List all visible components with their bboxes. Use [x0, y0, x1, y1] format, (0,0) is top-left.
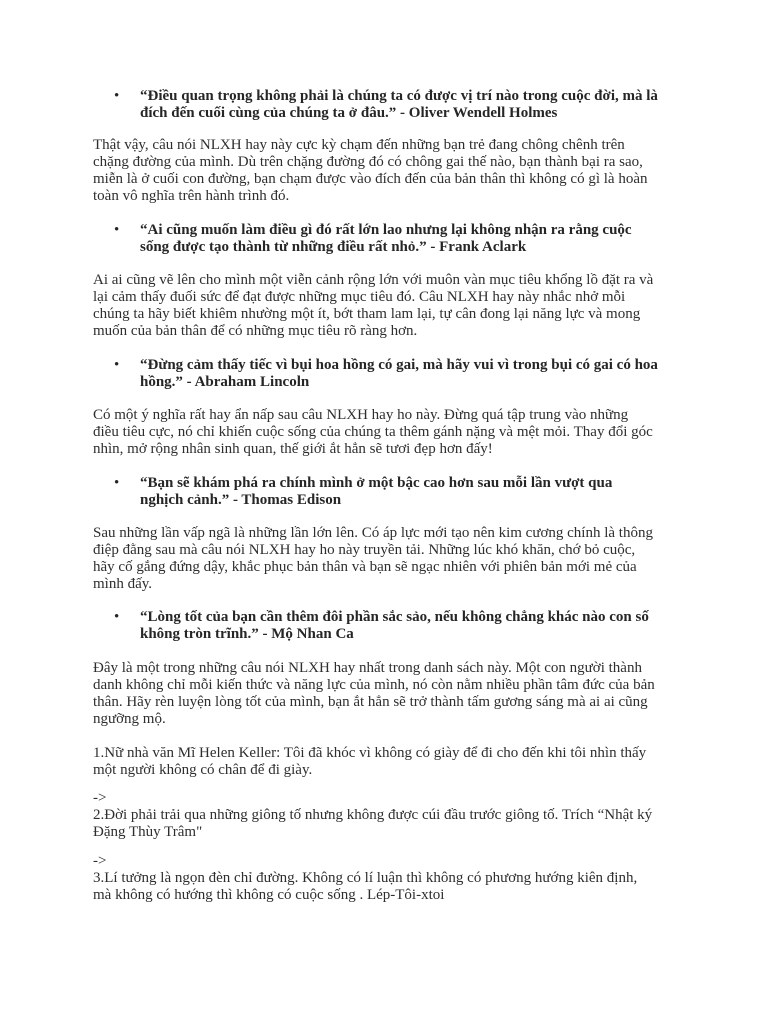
paragraph-line: Thật vậy, câu nói NLXH hay này cực kỳ chạm đến những bạn trẻ đang chông chênh trên — [93, 137, 625, 153]
paragraph-line: thân. Hãy rèn luyện lòng tốt của mình, bạn ắt hẳn sẽ trở thành tấm gương sáng mà ai ai cũng — [93, 694, 648, 710]
paragraph-line: lại cảm thấy đuối sức để đạt được những mục tiêu đó. Câu NLXH hay này nhắc nhở mỗi — [93, 289, 626, 305]
paragraph-line: 3.Lí tưởng là ngọn đèn chỉ đường. Không có lí luận thì không có phương hướng kiên định, — [93, 870, 638, 886]
paragraph-line: 2.Đời phải trải qua những giông tố nhưng không được cúi đầu trước giông tố. Trích “Nhật ký — [93, 807, 653, 823]
bullet-icon: • — [114, 222, 120, 238]
paragraph-3 — [93, 407, 693, 458]
quote-line: hồng.” - Abraham Lincoln — [140, 374, 310, 390]
paragraph-1 — [93, 137, 693, 205]
quote-4 — [114, 475, 700, 509]
quote-line: sống được tạo thành từ những điều rất nhỏ.” - Frank Aclark — [140, 239, 527, 255]
paragraph-line: danh không chỉ mỗi kiến thức và năng lực của mình, nó còn nằm nhiều phần tâm đức của bản — [93, 677, 655, 693]
quote-1 — [114, 88, 700, 122]
bullet-icon: • — [114, 609, 120, 625]
bullet-icon: • — [114, 475, 120, 491]
quote-line: đích đến cuối cùng của chúng ta ở đâu.” - Oliver Wendell Holmes — [140, 105, 558, 121]
paragraph-line: Có một ý nghĩa rất hay ẩn nấp sau câu NLXH hay ho này. Đừng quá tập trung vào những — [93, 407, 629, 423]
paragraph-6 — [93, 745, 693, 779]
quote-line: “Bạn sẽ khám phá ra chính mình ở một bậc cao hơn sau mỗi lần vượt qua — [140, 475, 613, 491]
bullet-icon: • — [114, 88, 120, 104]
arrow-marker: -> — [93, 790, 107, 806]
quote-line: “Điều quan trọng không phải là chúng ta có được vị trí nào trong cuộc đời, mà là — [140, 88, 658, 104]
paragraph-4 — [93, 525, 693, 593]
paragraph-line: điệp đằng sau mà câu nói NLXH hay ho này truyền tải. Những lúc khó khăn, chớ bỏ cuộc, — [93, 542, 636, 558]
paragraph-7 — [93, 790, 693, 841]
paragraph-line: Ai ai cũng vẽ lên cho mình một viễn cảnh rộng lớn với muôn vàn mục tiêu khổng lồ đặt ra và — [93, 272, 654, 288]
paragraph-line: toàn vô nghĩa trên hành trình đó. — [93, 188, 290, 204]
paragraph-2 — [93, 272, 693, 340]
paragraph-line: chặng đường của mình. Dù trên chặng đường đó có chông gai thế nào, bạn thành bại ra sao, — [93, 154, 643, 170]
quote-line: “Ai cũng muốn làm điều gì đó rất lớn lao nhưng lại không nhận ra rằng cuộc — [140, 222, 632, 238]
paragraph-line: Sau những lần vấp ngã là những lần lớn lên. Có áp lực mới tạo nên kim cương chính là thông — [93, 525, 653, 541]
paragraph-line: Đây là một trong những câu nói NLXH hay nhất trong danh sách này. Một con người thành — [93, 660, 642, 676]
quote-line: “Đừng cảm thấy tiếc vì bụi hoa hồng có gai, mà hãy vui vì trong bụi có gai có hoa — [140, 357, 658, 373]
arrow-marker: -> — [93, 853, 107, 869]
paragraph-line: 1.Nữ nhà văn Mĩ Helen Keller: Tôi đã khóc vì không có giày để đi cho đến khi tôi nhìn thấy — [93, 745, 647, 761]
quote-line: nghịch cảnh.” - Thomas Edison — [140, 492, 342, 508]
bullet-icon: • — [114, 357, 120, 373]
paragraph-line: muốn của bản thân để có những mục tiêu rõ ràng hơn. — [93, 323, 418, 339]
paragraph-line: miễn là ở cuối con đường, bạn chạm được vào đích đến của bản thân thì không có gì là hoàn — [93, 171, 648, 187]
paragraph-line: mà không có hướng thì không có cuộc sống . Lép-Tôi-xtoi — [93, 887, 445, 903]
paragraph-5 — [93, 660, 693, 728]
quote-line: không tròn trĩnh.” - Mộ Nhan Ca — [140, 626, 354, 642]
quote-line: “Lòng tốt của bạn cần thêm đôi phần sắc sảo, nếu không chẳng khác nào con số — [140, 609, 649, 625]
paragraph-line: một người không có chân để đi giày. — [93, 762, 313, 778]
quote-3 — [114, 357, 700, 391]
paragraph-line: ngưỡng mộ. — [93, 711, 166, 727]
quote-2 — [114, 222, 700, 256]
paragraph-8 — [93, 853, 693, 904]
paragraph-line: nhìn, mở rộng nhân sinh quan, thế giới ắt hẳn sẽ tươi đẹp hơn đấy! — [93, 441, 493, 457]
paragraph-line: mình đấy. — [93, 576, 153, 592]
quote-5 — [114, 609, 700, 643]
paragraph-line: chúng ta hãy biết khiêm nhường một ít, bớt tham lam lại, tự cân đong lại năng lực và mong — [93, 306, 641, 322]
paragraph-line: điều tiêu cực, nó chỉ khiến cuộc sống của chúng ta thêm gánh nặng và mệt mỏi. Thay đổi góc — [93, 424, 653, 440]
paragraph-line: hãy cố gắng đứng dậy, khắc phục bản thân và bạn sẽ ngạc nhiên với phiên bản mới mẻ của — [93, 559, 637, 575]
paragraph-line: Đặng Thùy Trâm" — [93, 824, 203, 840]
